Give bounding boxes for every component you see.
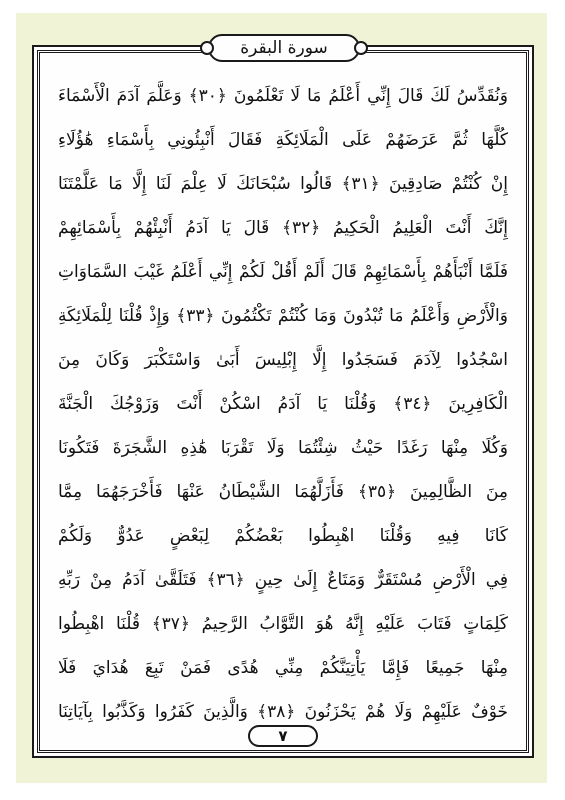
surah-header: [208, 34, 360, 62]
text-line-7: اسْجُدُوا لِآدَمَ فَسَجَدُوا إِلَّا إِبْلِيسَ أَبَىٰ وَاسْتَكْبَرَ وَكَانَ مِنَ: [58, 350, 508, 370]
text-line-4: إِنَّكَ أَنْتَ الْعَلِيمُ الْحَكِيمُ ﴿٣٢﴾ قَالَ يَا آدَمُ أَنْبِئْهُمْ بِأَسْمَائِهِمْ: [58, 218, 508, 238]
page-number: ٧: [278, 727, 288, 745]
text-line-10: مِنَ الظَّالِمِينَ ﴿٣٥﴾ فَأَزَلَّهُمَا الشَّيْطَانُ عَنْهَا فَأَخْرَجَهُمَا مِمَّا: [58, 482, 508, 502]
text-line-2: كُلَّهَا ثُمَّ عَرَضَهُمْ عَلَى الْمَلَائِكَةِ فَقَالَ أَنْبِئُونِي بِأَسْمَاءِ هَٰؤُلَاءِ: [58, 130, 508, 150]
text-line-5: فَلَمَّا أَنْبَأَهُمْ بِأَسْمَائِهِمْ قَالَ أَلَمْ أَقُلْ لَكُمْ إِنِّي أَعْلَمُ غَيْبَ السَّمَاوَاتِ: [58, 262, 508, 282]
text-line-12: فِي الْأَرْضِ مُسْتَقَرٌّ وَمَتَاعٌ إِلَىٰ حِينٍ ﴿٣٦﴾ فَتَلَقَّىٰ آدَمُ مِنْ رَبِّهِ: [58, 570, 508, 590]
text-line-1: وَنُقَدِّسُ لَكَ قَالَ إِنِّي أَعْلَمُ مَا لَا تَعْلَمُونَ ﴿٣٠﴾ وَعَلَّمَ آدَمَ الْأَسْمَاءَ: [58, 86, 508, 106]
text-line-6: وَالْأَرْضِ وَأَعْلَمُ مَا تُبْدُونَ وَمَا كُنْتُمْ تَكْتُمُونَ ﴿٣٣﴾ وَإِذْ قُلْنَا لِلْمَلَائِكَةِ: [58, 306, 508, 326]
page-number-badge: [248, 725, 318, 747]
text-line-14: مِنْهَا جَمِيعًا فَإِمَّا يَأْتِيَنَّكُمْ مِنِّي هُدًى فَمَنْ تَبِعَ هُدَايَ فَلَا: [58, 658, 508, 678]
text-line-15: خَوْفٌ عَلَيْهِمْ وَلَا هُمْ يَحْزَنُونَ ﴿٣٨﴾ وَالَّذِينَ كَفَرُوا وَكَذَّبُوا بِآيَاتِنَا: [58, 702, 508, 722]
text-line-9: وَكُلَا مِنْهَا رَغَدًا حَيْثُ شِئْتُمَا وَلَا تَقْرَبَا هَٰذِهِ الشَّجَرَةَ فَتَكُونَا: [58, 438, 508, 458]
text-line-11: كَانَا فِيهِ وَقُلْنَا اهْبِطُوا بَعْضُكُمْ لِبَعْضٍ عَدُوٌّ وَلَكُمْ: [58, 526, 508, 546]
text-line-8: الْكَافِرِينَ ﴿٣٤﴾ وَقُلْنَا يَا آدَمُ اسْكُنْ أَنْتَ وَزَوْجُكَ الْجَنَّةَ: [58, 394, 508, 414]
text-line-3: إِنْ كُنْتُمْ صَادِقِينَ ﴿٣١﴾ قَالُوا سُبْحَانَكَ لَا عِلْمَ لَنَا إِلَّا مَا عَلَّمْتَنَا: [58, 174, 508, 194]
quran-text-block: [58, 74, 508, 722]
text-line-13: كَلِمَاتٍ فَتَابَ عَلَيْهِ إِنَّهُ هُوَ التَّوَّابُ الرَّحِيمُ ﴿٣٧﴾ قُلْنَا اهْبِطُوا: [58, 614, 508, 634]
surah-title: سورة البقرة: [240, 37, 328, 58]
